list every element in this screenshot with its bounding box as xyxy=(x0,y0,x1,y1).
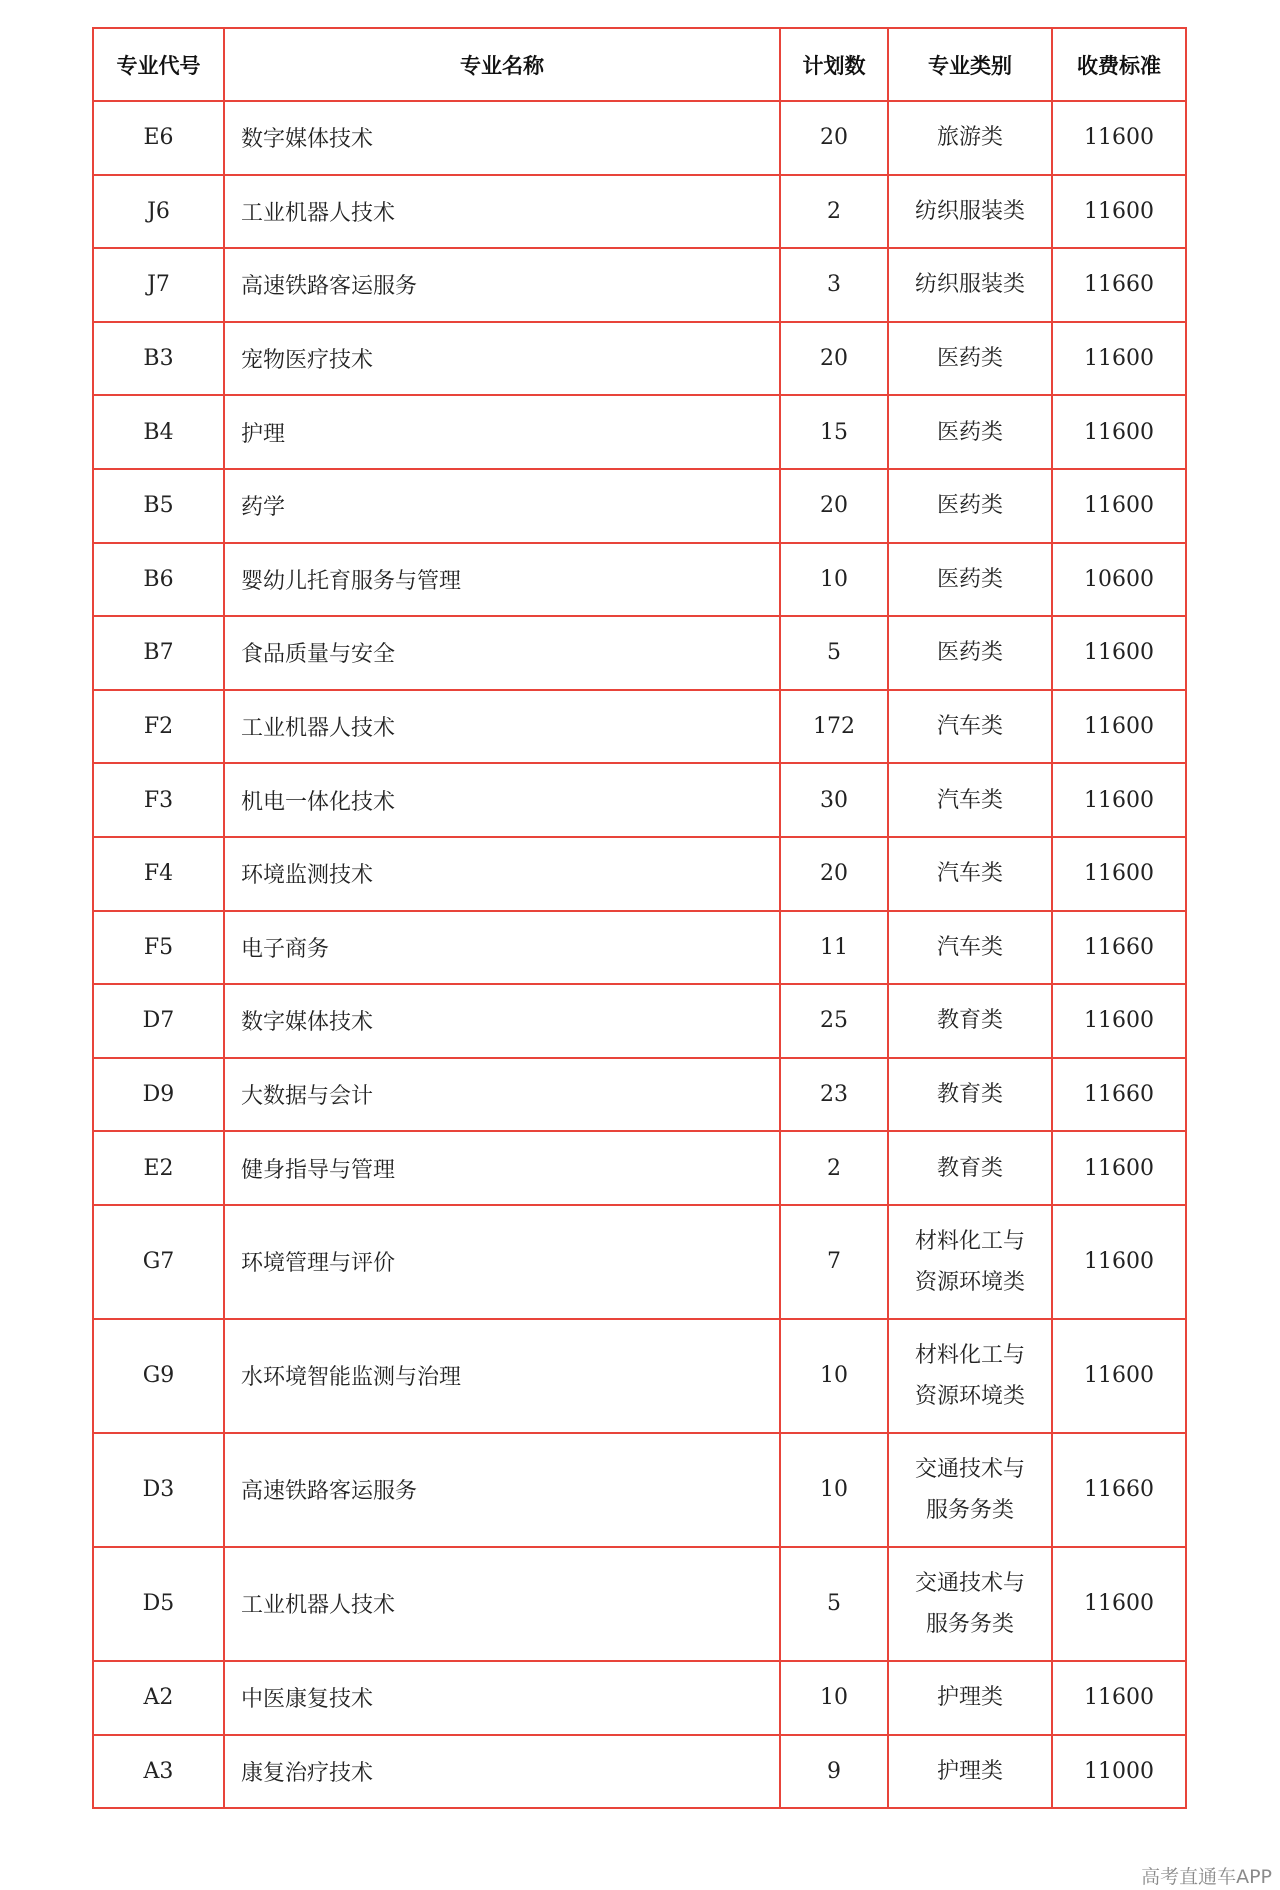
tuition-fee-cell: 11600 xyxy=(1052,837,1186,911)
major-name-cell: 水环境智能监测与治理 xyxy=(224,1319,780,1433)
major-category-cell xyxy=(888,1205,1052,1319)
major-name-cell: 婴幼儿托育服务与管理 xyxy=(224,543,780,617)
table-row xyxy=(93,1131,1186,1205)
major-category-cell: 医药类 xyxy=(888,395,1052,469)
major-code-cell: F4 xyxy=(93,837,224,911)
major-name-cell: 工业机器人技术 xyxy=(224,175,780,249)
table-row xyxy=(93,837,1186,911)
header-plan-quota: 计划数 xyxy=(780,28,888,101)
plan-quota-cell: 7 xyxy=(780,1205,888,1319)
major-name-cell: 工业机器人技术 xyxy=(224,1547,780,1661)
major-category-line-2: 服务务类 xyxy=(925,1497,1014,1523)
major-name-cell: 环境监测技术 xyxy=(224,837,780,911)
table-row xyxy=(93,763,1186,837)
tuition-fee-cell: 11660 xyxy=(1052,1058,1186,1132)
plan-quota-cell: 172 xyxy=(780,690,888,764)
major-name-cell: 健身指导与管理 xyxy=(224,1131,780,1205)
table-row xyxy=(93,175,1186,249)
major-name-cell: 工业机器人技术 xyxy=(224,690,780,764)
major-category-cell xyxy=(888,1433,1052,1547)
major-name-cell: 数字媒体技术 xyxy=(224,101,780,175)
table-row xyxy=(93,469,1186,543)
plan-quota-cell: 25 xyxy=(780,984,888,1058)
plan-quota-cell: 9 xyxy=(780,1735,888,1809)
tuition-fee-cell: 11600 xyxy=(1052,1205,1186,1319)
tuition-fee-cell: 11000 xyxy=(1052,1735,1186,1809)
major-name-cell: 高速铁路客运服务 xyxy=(224,248,780,322)
plan-quota-cell: 10 xyxy=(780,1319,888,1433)
table-row xyxy=(93,1661,1186,1735)
major-code-cell: G9 xyxy=(93,1319,224,1433)
plan-quota-cell: 11 xyxy=(780,911,888,985)
plan-quota-cell: 23 xyxy=(780,1058,888,1132)
major-code-cell: B5 xyxy=(93,469,224,543)
major-code-cell: F3 xyxy=(93,763,224,837)
table-row xyxy=(93,101,1186,175)
major-category-cell: 纺织服装类 xyxy=(888,175,1052,249)
table-row xyxy=(93,395,1186,469)
major-name-cell: 康复治疗技术 xyxy=(224,1735,780,1809)
major-code-cell: B4 xyxy=(93,395,224,469)
major-code-cell: F2 xyxy=(93,690,224,764)
major-code-cell: E6 xyxy=(93,101,224,175)
major-code-cell: B7 xyxy=(93,616,224,690)
plan-quota-cell: 2 xyxy=(780,1131,888,1205)
major-category-line-1: 交通技术与 xyxy=(914,1456,1025,1482)
major-name-cell: 大数据与会计 xyxy=(224,1058,780,1132)
major-category-cell: 旅游类 xyxy=(888,101,1052,175)
table-row xyxy=(93,1735,1186,1809)
major-category-cell: 汽车类 xyxy=(888,911,1052,985)
tuition-fee-cell: 11660 xyxy=(1052,248,1186,322)
tuition-fee-cell: 11600 xyxy=(1052,690,1186,764)
major-category-cell: 医药类 xyxy=(888,322,1052,396)
major-name-cell: 药学 xyxy=(224,469,780,543)
table-row xyxy=(93,690,1186,764)
plan-quota-cell: 30 xyxy=(780,763,888,837)
plan-quota-cell: 5 xyxy=(780,1547,888,1661)
major-category-cell: 汽车类 xyxy=(888,690,1052,764)
table-row xyxy=(93,1547,1186,1661)
major-name-cell: 高速铁路客运服务 xyxy=(224,1433,780,1547)
major-category-cell xyxy=(888,1319,1052,1433)
enrollment-plan-table xyxy=(92,27,1187,1809)
table-row xyxy=(93,1319,1186,1433)
major-name-cell: 机电一体化技术 xyxy=(224,763,780,837)
plan-quota-cell: 10 xyxy=(780,1433,888,1547)
major-code-cell: E2 xyxy=(93,1131,224,1205)
tuition-fee-cell: 11660 xyxy=(1052,911,1186,985)
plan-quota-cell: 10 xyxy=(780,1661,888,1735)
tuition-fee-cell: 11600 xyxy=(1052,395,1186,469)
plan-quota-cell: 15 xyxy=(780,395,888,469)
major-category-cell: 纺织服装类 xyxy=(888,248,1052,322)
plan-quota-cell: 5 xyxy=(780,616,888,690)
tuition-fee-cell: 11660 xyxy=(1052,1433,1186,1547)
table-row xyxy=(93,322,1186,396)
major-code-cell: A2 xyxy=(93,1661,224,1735)
tuition-fee-cell: 11600 xyxy=(1052,1131,1186,1205)
major-category-line-1: 材料化工与 xyxy=(914,1342,1025,1368)
table-row xyxy=(93,616,1186,690)
tuition-fee-cell: 10600 xyxy=(1052,543,1186,617)
tuition-fee-cell: 11600 xyxy=(1052,1661,1186,1735)
major-category-cell xyxy=(888,1547,1052,1661)
header-major-code: 专业代号 xyxy=(93,28,224,101)
major-code-cell: F5 xyxy=(93,911,224,985)
major-category-line-2: 资源环境类 xyxy=(914,1383,1025,1409)
table-header-row xyxy=(93,28,1186,101)
tuition-fee-cell: 11600 xyxy=(1052,469,1186,543)
major-category-cell: 教育类 xyxy=(888,984,1052,1058)
major-name-cell: 护理 xyxy=(224,395,780,469)
major-category-cell: 医药类 xyxy=(888,469,1052,543)
tuition-fee-cell: 11600 xyxy=(1052,322,1186,396)
major-code-cell: D9 xyxy=(93,1058,224,1132)
major-category-cell: 教育类 xyxy=(888,1131,1052,1205)
major-code-cell: D3 xyxy=(93,1433,224,1547)
major-category-line-2: 服务务类 xyxy=(925,1611,1014,1637)
source-watermark: 高考直通车APP xyxy=(1141,1866,1272,1888)
major-category-cell: 教育类 xyxy=(888,1058,1052,1132)
major-name-cell: 宠物医疗技术 xyxy=(224,322,780,396)
major-name-cell: 食品质量与安全 xyxy=(224,616,780,690)
tuition-fee-cell: 11600 xyxy=(1052,763,1186,837)
table-row xyxy=(93,248,1186,322)
major-category-cell: 汽车类 xyxy=(888,837,1052,911)
plan-quota-cell: 10 xyxy=(780,543,888,617)
header-major-name: 专业名称 xyxy=(224,28,780,101)
major-category-cell: 汽车类 xyxy=(888,763,1052,837)
plan-quota-cell: 20 xyxy=(780,101,888,175)
tuition-fee-cell: 11600 xyxy=(1052,1547,1186,1661)
major-code-cell: B3 xyxy=(93,322,224,396)
plan-quota-cell: 20 xyxy=(780,837,888,911)
major-code-cell: A3 xyxy=(93,1735,224,1809)
major-category-cell: 护理类 xyxy=(888,1735,1052,1809)
major-name-cell: 中医康复技术 xyxy=(224,1661,780,1735)
major-category-line-1: 交通技术与 xyxy=(914,1570,1025,1596)
tuition-fee-cell: 11600 xyxy=(1052,984,1186,1058)
major-name-cell: 环境管理与评价 xyxy=(224,1205,780,1319)
enrollment-plan-sheet xyxy=(92,27,1185,1809)
major-name-cell: 数字媒体技术 xyxy=(224,984,780,1058)
major-code-cell: J6 xyxy=(93,175,224,249)
table-row xyxy=(93,984,1186,1058)
major-code-cell: G7 xyxy=(93,1205,224,1319)
tuition-fee-cell: 11600 xyxy=(1052,1319,1186,1433)
major-category-cell: 护理类 xyxy=(888,1661,1052,1735)
major-code-cell: J7 xyxy=(93,248,224,322)
tuition-fee-cell: 11600 xyxy=(1052,101,1186,175)
table-row xyxy=(93,911,1186,985)
header-major-category: 专业类别 xyxy=(888,28,1052,101)
table-row xyxy=(93,543,1186,617)
major-category-line-1: 材料化工与 xyxy=(914,1228,1025,1254)
tuition-fee-cell: 11600 xyxy=(1052,175,1186,249)
major-name-cell: 电子商务 xyxy=(224,911,780,985)
major-code-cell: D7 xyxy=(93,984,224,1058)
table-row xyxy=(93,1433,1186,1547)
major-category-line-2: 资源环境类 xyxy=(914,1269,1025,1295)
major-category-cell: 医药类 xyxy=(888,616,1052,690)
plan-quota-cell: 3 xyxy=(780,248,888,322)
major-category-cell: 医药类 xyxy=(888,543,1052,617)
table-row xyxy=(93,1205,1186,1319)
header-tuition-fee: 收费标准 xyxy=(1052,28,1186,101)
major-code-cell: D5 xyxy=(93,1547,224,1661)
plan-quota-cell: 2 xyxy=(780,175,888,249)
tuition-fee-cell: 11600 xyxy=(1052,616,1186,690)
plan-quota-cell: 20 xyxy=(780,322,888,396)
table-row xyxy=(93,1058,1186,1132)
major-code-cell: B6 xyxy=(93,543,224,617)
plan-quota-cell: 20 xyxy=(780,469,888,543)
